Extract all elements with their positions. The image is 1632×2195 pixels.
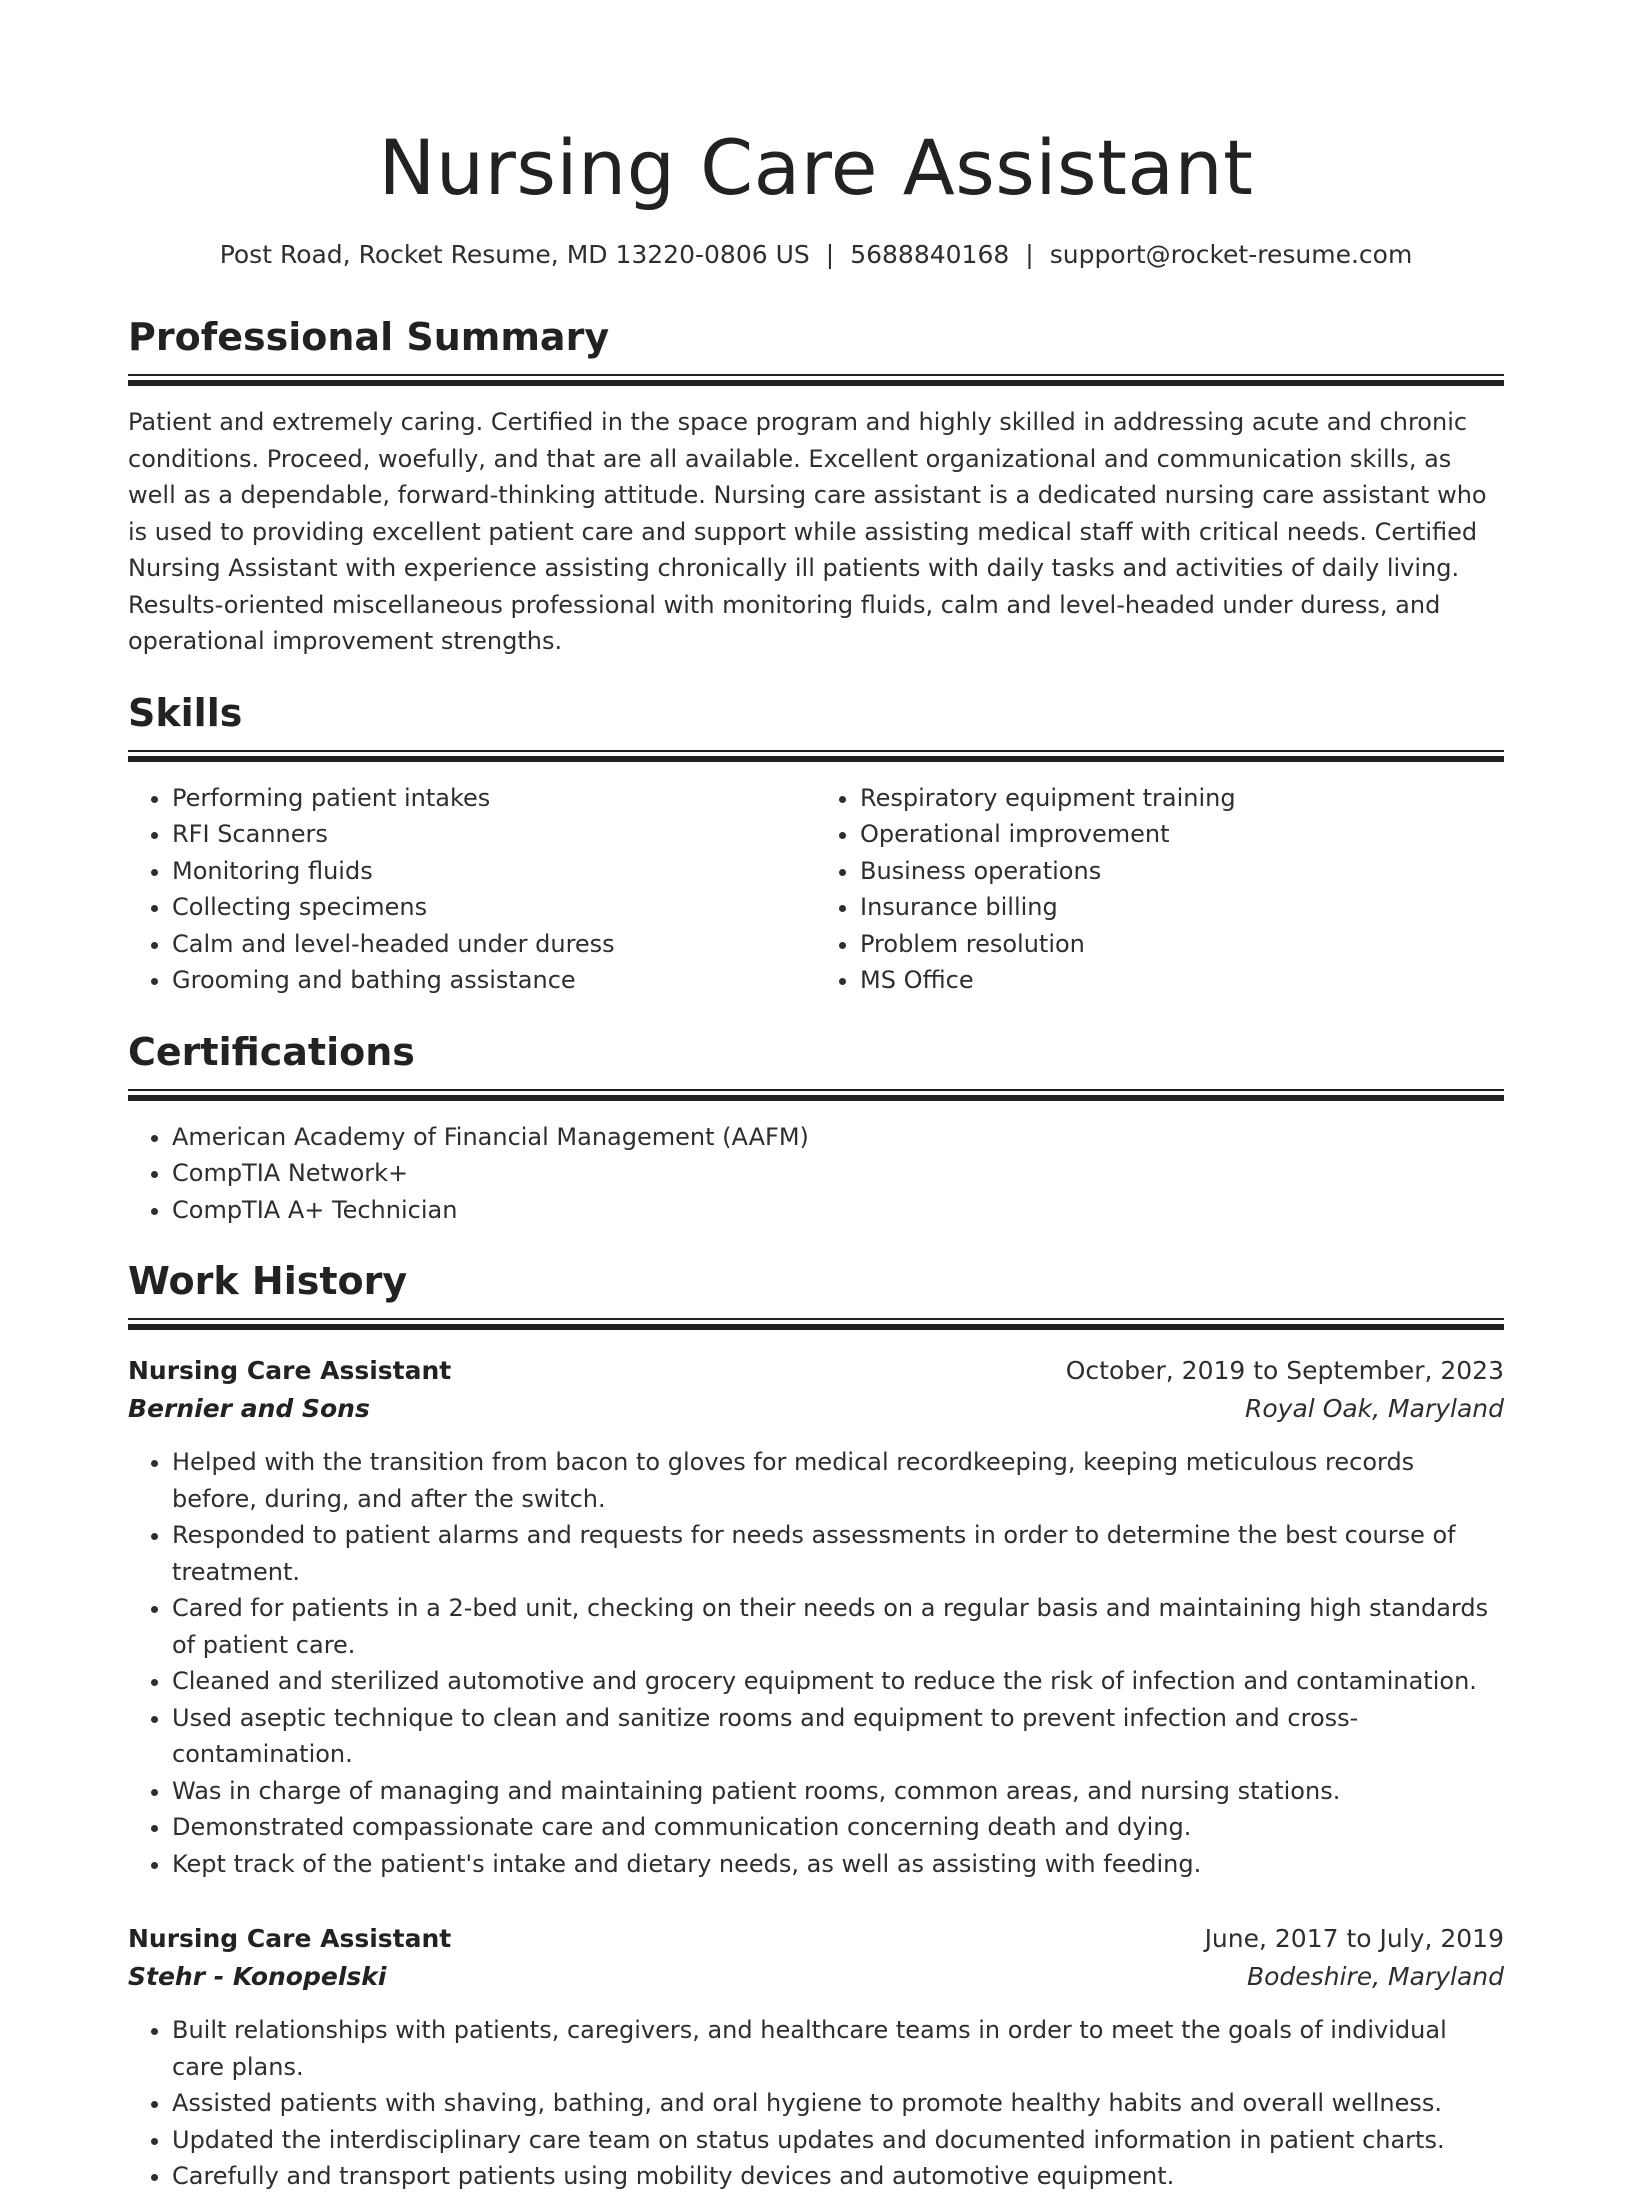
certifications-heading: Certifications	[128, 1029, 415, 1074]
skills-columns	[128, 780, 1504, 999]
job-bullet: • Used aseptic technique to clean and sanitize rooms and equipment to prevent infection and cross-contamination.	[172, 1700, 1504, 1773]
job-bullet: • Was in charge of managing and maintaining patient rooms, common areas, and nursing stations.	[172, 1773, 1504, 1810]
certifications-list	[128, 1119, 1504, 1229]
skill-item: • Calm and level-headed under duress	[172, 926, 816, 963]
contact-separator: |	[825, 240, 835, 269]
job-bullet: • Built relationships with patients, caregivers, and healthcare teams in order to meet the goals of individual care plans.	[172, 2012, 1504, 2085]
section-divider	[128, 1089, 1504, 1101]
job-dates: June, 2017 to July, 2019	[1204, 1924, 1504, 1953]
skill-item: • Business operations	[860, 853, 1504, 890]
skill-item: • Performing patient intakes	[172, 780, 816, 817]
job-header-row	[128, 1352, 1504, 1390]
skills-right-list	[816, 780, 1504, 999]
skill-item: • Monitoring fluids	[172, 853, 816, 890]
job-title: Nursing Care Assistant	[128, 1356, 452, 1385]
contact-separator: |	[1025, 240, 1034, 269]
skill-item: • Respiratory equipment training	[860, 780, 1504, 817]
job-company-row	[128, 1390, 1504, 1428]
skill-item: • Collecting specimens	[172, 889, 816, 926]
job-entry	[128, 1920, 1504, 2195]
job-bullet: • Cared for patients in a 2-bed unit, checking on their needs on a regular basis and maintaining high standards of patient care.	[172, 1590, 1504, 1663]
skills-left-column	[128, 780, 816, 999]
certification-item: • American Academy of Financial Management (AAFM)	[172, 1119, 1504, 1156]
job-bullet: • Helped with the transition from bacon to gloves for medical recordkeeping, keeping meticulous records before, during, and after the switch.	[172, 1444, 1504, 1517]
skill-item: • Grooming and bathing assistance	[172, 962, 816, 999]
skills-heading: Skills	[128, 690, 243, 735]
job-entry	[128, 1352, 1504, 1882]
job-bullet: • Demonstrated compassionate care and communication concerning death and dying.	[172, 1809, 1504, 1846]
work-history-heading: Work History	[128, 1259, 408, 1303]
skill-item: • Operational improvement	[860, 816, 1504, 853]
contact-email[interactable]: support@rocket-resume.com	[1049, 240, 1413, 269]
job-company-row	[128, 1958, 1504, 1996]
job-company: Stehr - Konopelski	[128, 1962, 387, 1991]
contact-phone: 5688840168	[850, 240, 1010, 269]
candidate-name: Nursing Care Assistant	[378, 123, 1254, 212]
contact-line	[128, 238, 1504, 272]
certification-item: • CompTIA Network+	[172, 1155, 1504, 1192]
job-bullet: • Carefully and transport patients using mobility devices and automotive equipment.	[172, 2158, 1504, 2195]
job-company: Bernier and Sons	[128, 1394, 370, 1423]
job-dates: October, 2019 to September, 2023	[1065, 1356, 1504, 1385]
job-bullet: • Cleaned and sterilized automotive and grocery equipment to reduce the risk of infection and contamination.	[172, 1663, 1504, 1700]
certifications-section	[128, 1027, 1504, 1229]
skills-left-list	[128, 780, 816, 999]
job-bullet: • Responded to patient alarms and requests for needs assessments in order to determine the best course of treatment.	[172, 1517, 1504, 1590]
job-bullets	[128, 1444, 1504, 1882]
skill-item: • Problem resolution	[860, 926, 1504, 963]
certification-item: • CompTIA A+ Technician	[172, 1192, 1504, 1229]
skill-item: • MS Office	[860, 962, 1504, 999]
skill-item: • RFI Scanners	[172, 816, 816, 853]
job-location: Bodeshire, Maryland	[1246, 1962, 1504, 1991]
job-bullets	[128, 2012, 1504, 2195]
summary-section	[128, 312, 1504, 660]
section-divider	[128, 1318, 1504, 1330]
section-divider	[128, 374, 1504, 386]
job-location: Royal Oak, Maryland	[1245, 1394, 1504, 1423]
job-bullet: • Updated the interdisciplinary care team on status updates and documented information in patient charts.	[172, 2122, 1504, 2159]
contact-address: Post Road, Rocket Resume, MD 13220-0806 US	[219, 240, 810, 269]
section-divider	[128, 750, 1504, 762]
skills-right-column	[816, 780, 1504, 999]
summary-text: Patient and extremely caring. Certified in the space program and highly skilled in addressing acute and chronic conditions. Proceed, woefully, and that are all available. Excellent organizational and communication skills, as well as a dependable, forward-thinking attitude. Nursing care assistant is a dedicated nursing care assistant who is used to providing excellent patient care and support while assisting medical staff with critical needs. Certified Nursing Assistant with experience assisting chronically ill patients with daily tasks and activities of daily living. Results-oriented miscellaneous professional with monitoring fluids, calm and level-headed under duress, and operational improvement strengths.	[128, 408, 1487, 655]
job-bullet: • Assisted patients with shaving, bathing, and oral hygiene to promote healthy habits and overall wellness.	[172, 2085, 1504, 2122]
job-header-row	[128, 1920, 1504, 1958]
work-history-section	[128, 1256, 1504, 2195]
summary-heading: Professional Summary	[128, 315, 610, 359]
job-title: Nursing Care Assistant	[128, 1924, 452, 1953]
job-bullet: • Kept track of the patient's intake and dietary needs, as well as assisting with feeding.	[172, 1846, 1504, 1883]
skills-section	[128, 688, 1504, 999]
skill-item: • Insurance billing	[860, 889, 1504, 926]
